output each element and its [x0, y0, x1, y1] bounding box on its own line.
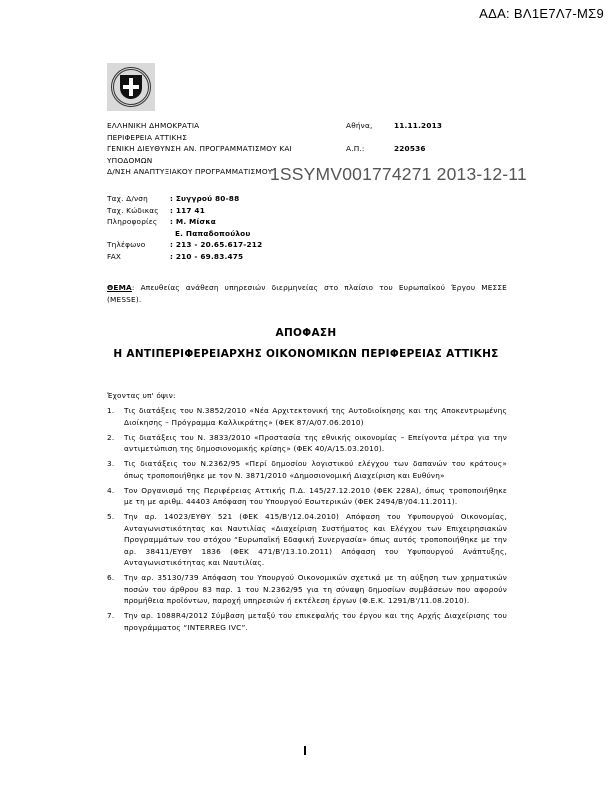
- contact-label: Ταχ. Δ/νση: [107, 194, 148, 203]
- item-number: 5.: [107, 512, 115, 521]
- contact-label: Τηλέφωνο: [107, 240, 146, 249]
- item-number: 7.: [107, 611, 115, 620]
- contact-value: Ε. Παπαδοπούλου: [175, 228, 251, 238]
- item-text: Τις διατάξεις του Ν.3852/2010 «Νέα Αρχιτεκτονική της Αυτοδιοίκησης και της Αποκεντρωμένης Διοίκησης – Πρόγραμμα Καλλικράτης» (ΦΕΚ 87/Α/07.06.2010): [124, 406, 507, 427]
- intro-text: Έχοντας υπ' όψιν:: [107, 391, 176, 400]
- place-label: Αθήνα,: [346, 121, 373, 130]
- ada-code: ΑΔΑ: ΒΛ1Ε7Λ7-ΜΣ9: [479, 6, 604, 21]
- contact-value: : Συγγρού 80-88: [170, 194, 240, 203]
- document-title: ΑΠΟΦΑΣΗ: [275, 327, 337, 339]
- contact-label: Ταχ. Κώδικας: [107, 205, 159, 215]
- list-item: [107, 610, 507, 633]
- contact-value: : 117 41: [170, 205, 205, 215]
- issuer-line: ΥΠΟΔΟΜΩΝ: [107, 155, 153, 165]
- issuer-header: [107, 120, 292, 178]
- contact-value: : Μ. Μίσκα: [170, 217, 217, 226]
- item-text: Την αρ. 14023/ΕΥΘΥ 521 (ΦΕΚ 415/Β'/12.04.2010) Απόφαση του Υφυπουργού Οικονομίας, Ανταγωνιστικότητας και Ναυτιλίας «Διαχείριση Συστήματος και Ελέγχου των Επιχειρησιακών Προγραμμάτων του στόχου “Ευρωπαϊκή Εδαφική Συνεργασία» όπως αυτός τροποποιήθηκε με την αρ. 38411/ΕΥΘΥ 1836 (ΦΕΚ 471/Β'/13.10.2011) Απόφαση του Υφυπουργού Ανάπτυξης, Ανταγωνιστικότητας και Ναυτιλίας.: [124, 512, 507, 567]
- item-text: Την αρ. 35130/739 Απόφαση του Υπουργού Οικονομικών σχετικά με τη αύξηση των χρηματικών ποσών του άρθρου 83 παρ. 1 του Ν.2362/95 για τη σύναψη δημοσίων συμβάσεων που αφορούν προμήθεια προϊόντων, παροχή υπηρεσιών ή εκτέλεση έργων (Φ.Ε.Κ. 1291/Β'/11.08.2010).: [124, 573, 507, 605]
- coat-of-arms-icon: [107, 63, 155, 111]
- list-item: [107, 572, 507, 607]
- protocol-label: Α.Π.:: [346, 144, 365, 153]
- item-number: 4.: [107, 485, 115, 495]
- cross-shield-icon: [120, 75, 142, 99]
- item-number: 1.: [107, 406, 115, 415]
- item-number: 3.: [107, 459, 115, 468]
- list-item: [107, 458, 507, 481]
- subject-text: : Απευθείας ανάθεση υπηρεσιών διερμηνείας στο πλαίσιο του Ευρωπαϊκού Έργου ΜΕΣΣΕ (MESSE).: [107, 283, 507, 304]
- subject: [107, 282, 507, 305]
- item-text: Τις διατάξεις του Ν. 3833/2010 «Προστασία της εθνικής οικονομίας – Επείγοντα μέτρα για την αντιμετώπιση της δημοσιονομικής κρίσης» (ΦΕΚ 40/Α/15.03.2010).: [124, 432, 507, 453]
- list-item: [107, 511, 507, 569]
- registration-stamp: 1SSYMV001774271 2013-12-11: [270, 164, 527, 184]
- item-text: Τις διατάξεις του Ν.2362/95 «Περί δημοσίου λογιστικού ελέγχου των δαπανών του κράτους» όπως τροποποιήθηκε με τον Ν. 3871/2010 «Δημοσιονομική Διαχείριση και Ευθύνη»: [124, 459, 507, 480]
- document-date: 11.11.2013: [394, 121, 443, 130]
- contact-block: [107, 193, 262, 262]
- issuer-line: ΠΕΡΙΦΕΡΕΙΑ ΑΤΤΙΚΗΣ: [107, 132, 188, 142]
- contact-label: Πληροφορίες: [107, 217, 158, 226]
- item-text: Την αρ. 1088R4/2012 Σύμβαση μεταξύ του επικεφαλής του έργου και της Αρχής Διαχείρισης του προγράμματος “INTERREG IVC”.: [124, 611, 507, 632]
- contact-label: FAX: [107, 251, 122, 261]
- item-text: Τον Οργανισμό της Περιφέρειας Αττικής Π.Δ. 145/27.12.2010 (ΦΕΚ 228Α), όπως τροποποιήθηκε με τη με αριθμ. 44403 Απόφαση του Υπουργού Εσωτερικών (ΦΕΚ 2494/Β'/04.11.2011).: [124, 485, 507, 506]
- considerations-list: [107, 405, 507, 637]
- contact-value: : 210 - 69.83.475: [170, 251, 244, 261]
- document-meta: [346, 120, 442, 155]
- contact-label: [107, 228, 170, 240]
- issuer-line: ΕΛΛΗΝΙΚΗ ΔΗΜΟΚΡΑΤΙΑ: [107, 121, 200, 130]
- list-item: [107, 485, 507, 508]
- list-item: [107, 405, 507, 428]
- list-item: [107, 432, 507, 455]
- protocol-number: 220536: [394, 144, 426, 153]
- subject-label: ΘΕΜΑ: [107, 283, 132, 292]
- item-number: 2.: [107, 432, 115, 442]
- contact-value: : 213 - 20.65.617-212: [170, 240, 263, 249]
- wreath-icon: [111, 67, 151, 107]
- issuer-line: ΓΕΝΙΚΗ ΔΙΕΥΘΥΝΣΗ ΑΝ. ΠΡΟΓΡΑΜΜΑΤΙΣΜΟΥ ΚΑΙ: [107, 144, 292, 153]
- item-number: 6.: [107, 573, 115, 582]
- document-subtitle: Η ΑΝΤΙΠΕΡΙΦΕΡΕΙΑΡΧΗΣ ΟΙΚΟΝΟΜΙΚΩΝ ΠΕΡΙΦΕΡΕΙΑΣ ΑΤΤΙΚΗΣ: [113, 348, 499, 360]
- page-number: [304, 746, 306, 755]
- issuer-line: Δ/ΝΣΗ ΑΝΑΠΤΥΞΙΑΚΟΥ ΠΡΟΓΡΑΜΜΑΤΙΣΜΟΥ: [107, 167, 273, 176]
